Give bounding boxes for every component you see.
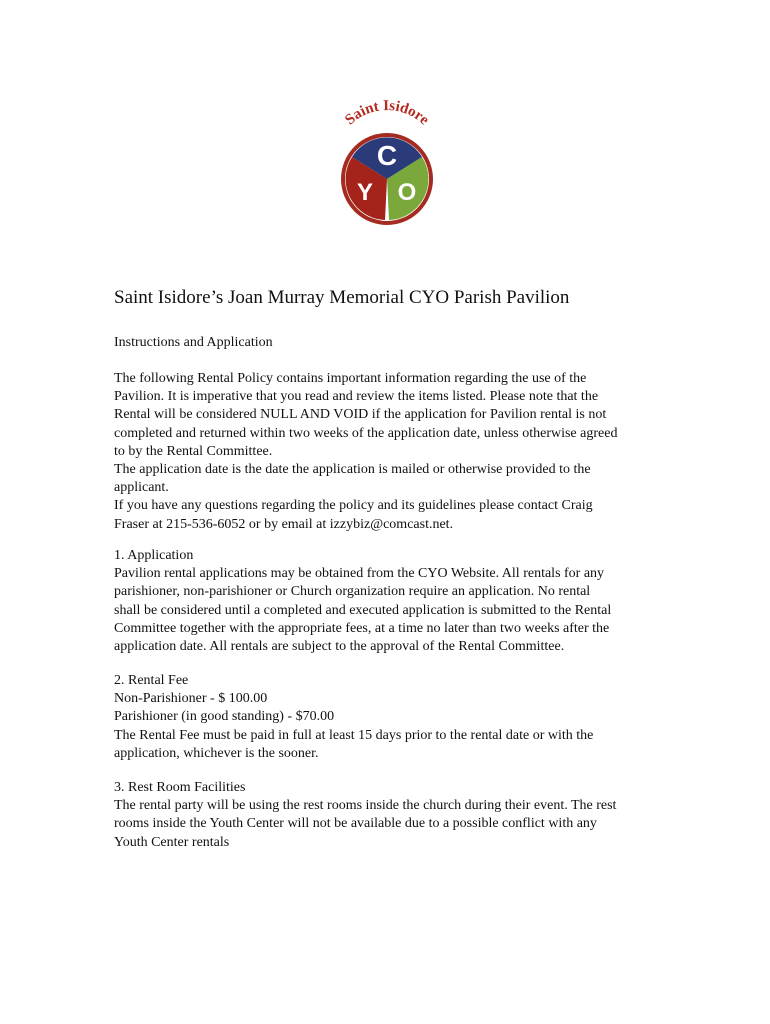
intro-line: applicant. [114,480,169,496]
section-line: The rental party will be using the rest rooms inside the church during their event. The rest [114,798,617,814]
section-application [114,547,611,656]
logo-letter-y: Y [356,179,374,206]
section-line: Parishioner (in good standing) - $70.00 [114,709,335,725]
logo-arc-text [342,100,432,128]
intro-paragraph [114,370,617,534]
logo-letter-o: O [397,179,417,206]
intro-line: Pavilion. It is imperative that you read and review the items listed. Please note that the [114,389,599,405]
section-heading: 2. Rental Fee [114,673,189,688]
section-heading: 3. Rest Room Facilities [114,780,246,795]
section-line: Pavilion rental applications may be obtained from the CYO Website. All rentals for any [114,566,605,582]
section-rest-room [114,779,616,852]
section-line: shall be considered until a completed and executed application is submitted to the Rental [114,602,612,618]
intro-line: Fraser at 215-536-6052 or by email at izzybiz@comcast.net. [114,516,454,532]
section-line: application date. All rentals are subject to the approval of the Rental Committee. [114,639,565,655]
section-line: Committee together with the appropriate fees, at a time no later than two weeks after the [114,620,610,636]
section-line: The Rental Fee must be paid in full at least 15 days prior to the rental date or with the [114,727,594,743]
logo-arc-textpath: Saint Isidore [342,100,432,129]
intro-line: The application date is the date the application is mailed or otherwise provided to the [114,462,591,478]
intro-line: to by the Rental Committee. [114,443,273,459]
intro-line: completed and returned within two weeks of the application date, unless otherwise agreed [114,425,618,441]
section-line: rooms inside the Youth Center will not be available due to a possible conflict with any [114,816,597,832]
logo-letter-c: C [376,140,398,171]
intro-line: The following Rental Policy contains important information regarding the use of the [114,371,587,386]
saint-isidore-cyo-logo [327,100,447,225]
intro-line: If you have any questions regarding the policy and its guidelines please contact Craig [114,498,593,514]
subtitle: Instructions and Application [114,335,273,350]
section-rental-fee [114,672,593,763]
intro-line: Rental will be considered NULL AND VOID if the application for Pavilion rental is not [114,407,607,423]
section-line: Youth Center rentals [114,834,230,850]
section-line: application, whichever is the sooner. [114,745,319,761]
document-title: Saint Isidore’s Joan Murray Memorial CYO Parish Pavilion [114,287,570,308]
section-heading: 1. Application [114,548,194,563]
section-line: parishioner, non-parishioner or Church organization require an application. No rental [114,584,591,600]
section-line: Non-Parishioner - $ 100.00 [114,691,268,707]
